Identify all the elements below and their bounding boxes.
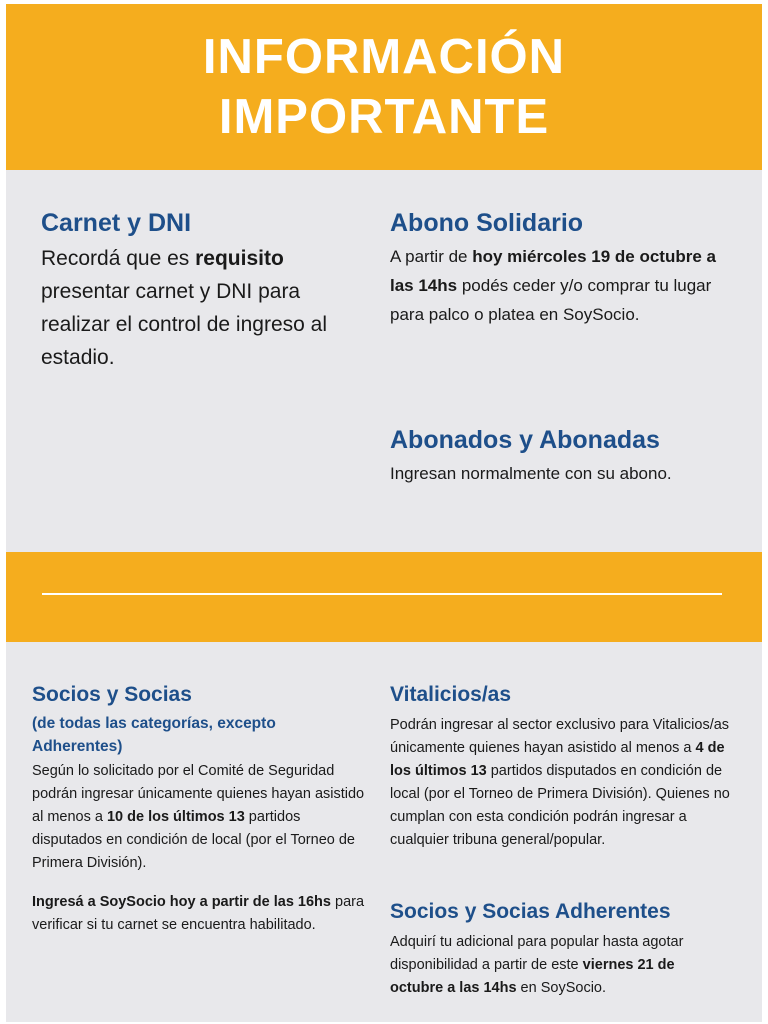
abono-solidario-title: Abono Solidario <box>390 209 584 237</box>
adherentes-text: Adquirí tu adicional para popular hasta agotar disponibilidad a partir de este viernes 21 de octubre a las 14hs en SoySocio. <box>390 934 684 996</box>
adherentes-text-bold: viernes 21 de octubre a las 14hs <box>390 957 675 996</box>
poster <box>6 4 762 1022</box>
abono-solidario-text: A partir de hoy miércoles 19 de octubre a las 14hs podés ceder y/o comprar tu lugar para palco o platea en SoySocio. <box>390 247 716 324</box>
vitalicios-section <box>390 682 730 852</box>
vitalicios-text: Podrán ingresar al sector exclusivo para Vitalicios/as únicamente quienes hayan asistido al menos a 4 de los últimos 13 partidos disputados en condición de local (por el Torneo de Primera División). Quienes no cumplan con esta condición podrán ingresar a cualquier tribuna general/popular. <box>390 717 730 848</box>
socios-text: Según lo solicitado por el Comité de Seguridad podrán ingresar únicamente quienes hayan asistido al menos a 10 de los últimos 13 partidos disputados en condición de local (por el Torneo de Primera División). <box>32 763 365 871</box>
abono-solidario-section <box>390 208 730 329</box>
divider-band <box>6 552 762 642</box>
divider-line <box>42 593 722 595</box>
page-title-line-2: IMPORTANTE <box>218 90 550 144</box>
socios-title: Socios y Socias <box>32 683 192 706</box>
socios-subtitle: (de todas las categorías, excepto Adherentes) <box>32 715 276 755</box>
carnet-text-bold: requisito <box>195 247 284 270</box>
adherentes-title: Socios y Socias Adherentes <box>390 900 671 923</box>
abonados-text: Ingresan normalmente con su abono. <box>390 464 672 483</box>
carnet-text: Recordá que es requisito presentar carnet y DNI para realizar el control de ingreso al estadio. <box>41 247 327 369</box>
vitalicios-title: Vitalicios/as <box>390 683 512 706</box>
vitalicios-text-bold: 4 de los últimos 13 <box>390 740 725 779</box>
carnet-title: Carnet y DNI <box>41 209 192 237</box>
header-banner <box>6 4 762 170</box>
bottom-panel <box>6 642 762 1022</box>
abonados-section <box>390 425 750 488</box>
adherentes-section <box>390 899 730 1000</box>
socios-soysocio-text: Ingresá a SoySocio hoy a partir de las 16hs para verificar si tu carnet se encuentra habilitado. <box>32 894 365 933</box>
carnet-section <box>41 208 371 374</box>
page-title-line-1: INFORMACIÓN <box>202 30 566 84</box>
abono-solidario-text-bold: hoy miércoles 19 de octubre a las 14hs <box>390 247 716 295</box>
socios-text-bold: 10 de los últimos 13 <box>106 809 245 825</box>
socios-section <box>32 682 372 937</box>
socios-soysocio-bold: Ingresá a SoySocio hoy a partir de las 16hs <box>32 894 331 910</box>
top-panel <box>6 170 762 552</box>
abonados-title: Abonados y Abonadas <box>390 426 660 454</box>
